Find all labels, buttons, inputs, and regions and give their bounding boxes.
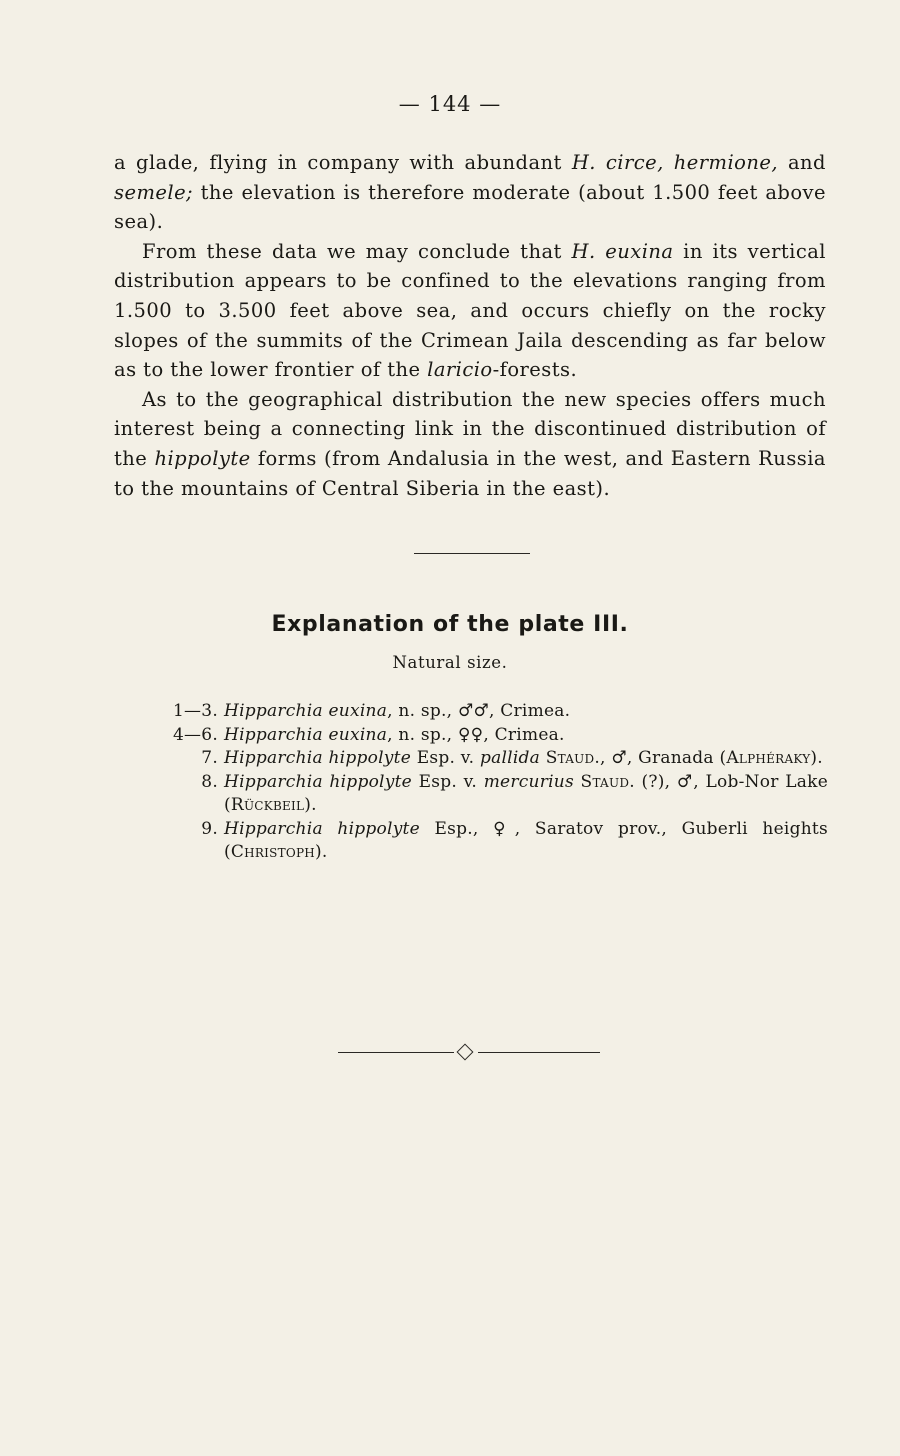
p2-text-1: From these data we may conclude that [142, 239, 572, 263]
p1-text-1: a glade, flying in company with abundant [114, 151, 572, 174]
paragraph-3 [114, 385, 826, 503]
paragraph-2 [114, 237, 826, 385]
species-name: Hipparchia hippolyte [224, 818, 420, 839]
plate-item-details: Esp., ♀, Saratov prov., Guberli heights ( [224, 818, 828, 862]
p3-text-1: As to the geographical distribution the new species offers much interest being a connecting link in the discontinued distribution of the [114, 387, 826, 470]
plate-list [168, 700, 828, 865]
plate-item-number: 1—3. [172, 701, 218, 721]
author-name: Staud. [545, 748, 601, 768]
plate-item-details [574, 772, 581, 792]
page-number: — 144 — [398, 92, 502, 116]
plate-item-details: , n. sp., ♀♀, Crimea. [387, 724, 565, 745]
p3-italic-1: hippolyte [154, 446, 251, 470]
plate-item-1-3 [168, 700, 828, 724]
collector-name: Alphéraky [726, 748, 811, 768]
variety-name: pallida [479, 748, 541, 768]
p1-italic-2: semele; [114, 180, 194, 204]
explanation-subtitle: Natural size. [392, 653, 508, 672]
collector-name: Rückbeil [230, 795, 305, 815]
plate-item-number: 9. [201, 818, 218, 839]
plate-item-number: 8. [201, 771, 218, 792]
p1-italic-1: H. circe, hermione, [571, 151, 778, 174]
paragraph-1 [114, 148, 826, 237]
plate-item-details: , ♂, Granada ( [600, 748, 727, 768]
p1-text-2: and [777, 151, 826, 174]
plate-item-9 [168, 818, 828, 865]
collector-name: Christoph [230, 842, 315, 862]
plate-item-details: Esp. v. [411, 748, 480, 768]
p2-text-2: in its vertical distribution appears to be confined to the elevations ranging from 1.500 to 3.500 feet above sea, and occurs chiefly on the rocky slopes of the summits of the Crimean Jaila descending as far below as to the lower frontier of the [114, 239, 826, 382]
plate-item-number: 4—6. [172, 724, 218, 745]
plate-item-8 [168, 771, 828, 818]
p2-italic-2: laricio [427, 358, 493, 382]
species-name: Hipparchia euxina [224, 724, 388, 745]
species-name: Hipparchia hippolyte [224, 771, 412, 792]
ornament-line-right [478, 1052, 600, 1053]
plate-item-number: 7. [201, 748, 218, 768]
plate-item-7 [168, 747, 828, 771]
diamond-icon [457, 1044, 474, 1061]
p3-text-2: forms (from Andalusia in the west, and Eastern Russia to the mountains of Central Siberia in the east). [114, 446, 826, 500]
variety-name: mercurius [483, 771, 574, 792]
p2-text-3: -forests. [492, 358, 578, 382]
plate-item-4-6 [168, 724, 828, 748]
species-name: Hipparchia hippolyte [224, 748, 412, 768]
plate-item-details: , n. sp., ♂♂, Crimea. [387, 701, 571, 721]
p1-text-3: the elevation is therefore moderate (about 1.500 feet above sea). [114, 180, 826, 234]
end-ornament [338, 1045, 600, 1061]
plate-item-details: (?), ♂, Lob-Nor Lake ( [224, 771, 829, 815]
body-text [114, 148, 826, 503]
species-name: Hipparchia euxina [224, 701, 388, 721]
explanation-title: Explanation of the plate III. [271, 612, 629, 637]
plate-item-details: ). [315, 842, 328, 862]
section-divider-rule [414, 553, 530, 554]
p2-italic-1: H. euxina [571, 239, 674, 263]
plate-item-details: ). [810, 748, 823, 768]
ornament-line-left [338, 1052, 454, 1053]
plate-item-details: ). [304, 795, 317, 815]
plate-item-details: Esp. v. [412, 771, 484, 792]
author-name: Staud. [580, 771, 635, 792]
